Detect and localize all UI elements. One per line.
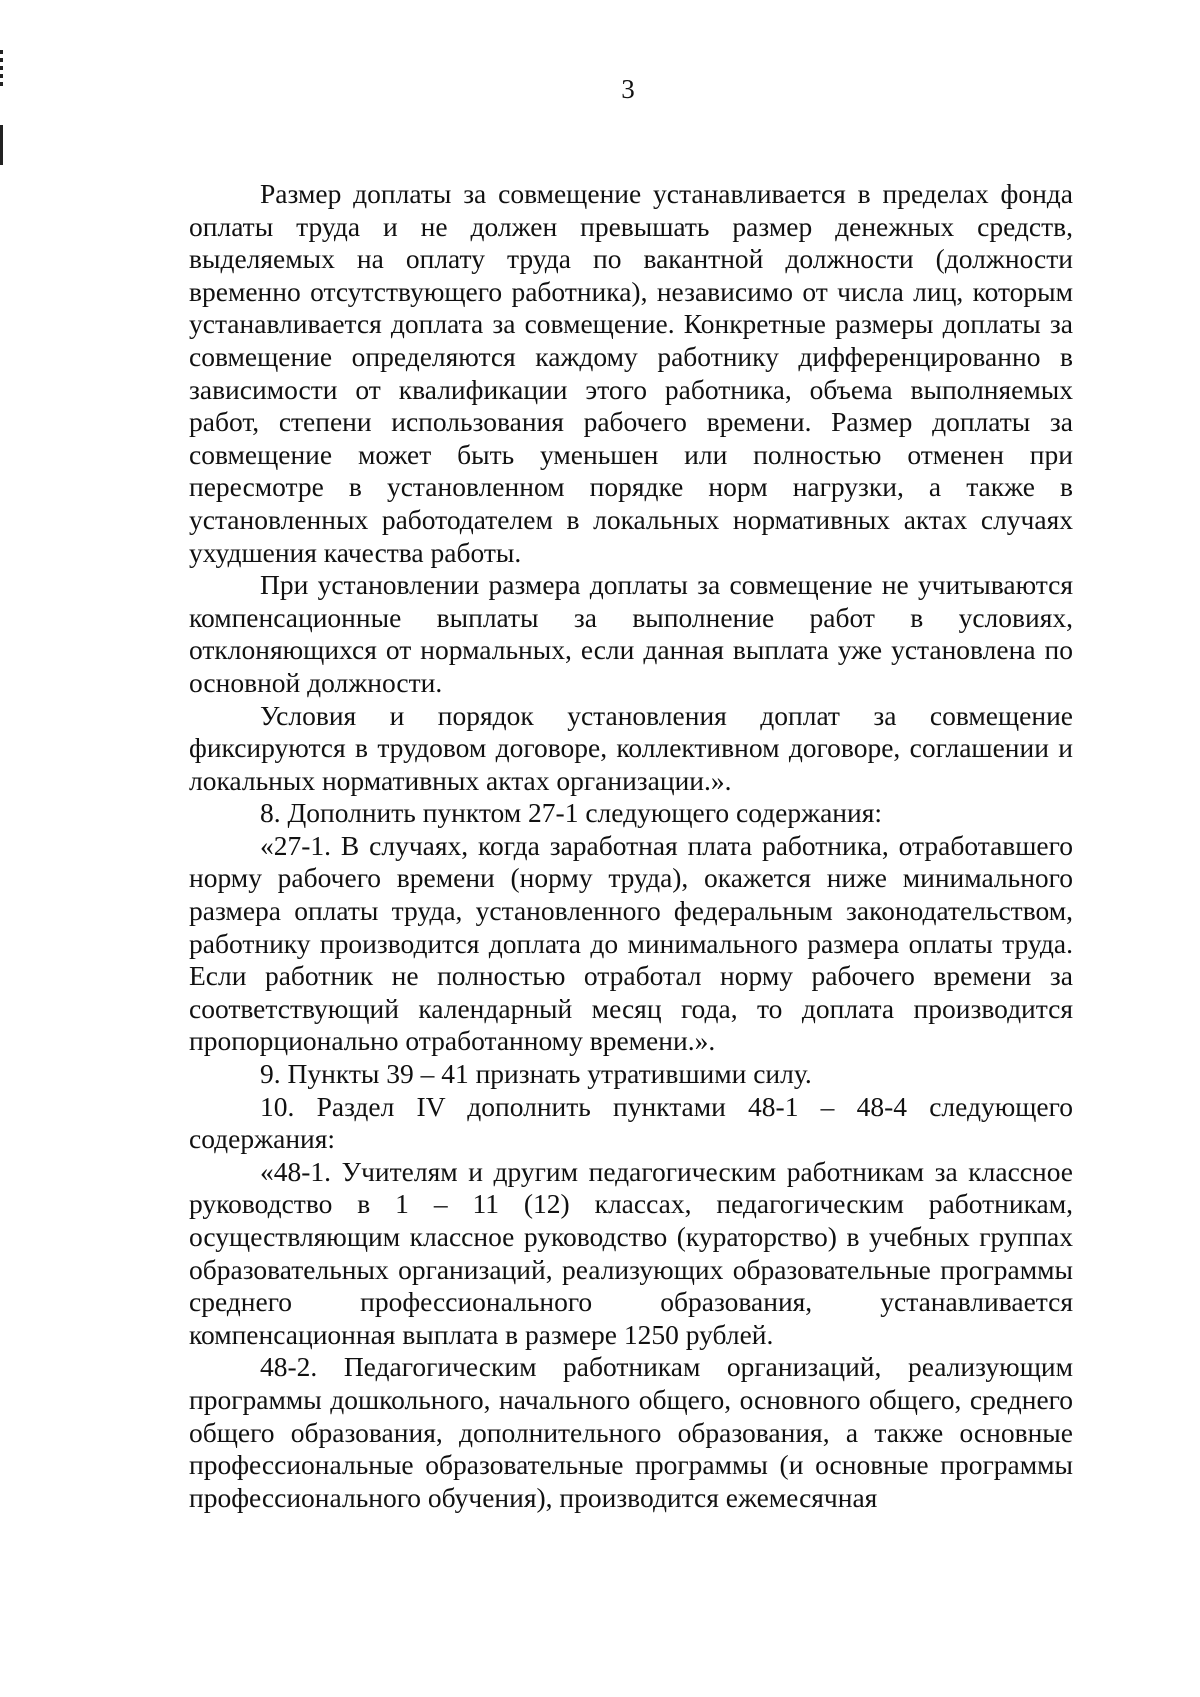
paragraph-item-8: 8. Дополнить пунктом 27-1 следующего содержания: bbox=[260, 797, 883, 829]
paragraph-compensation-exclusion: При установлении размера доплаты за совмещение не учитываются компенсационные выплаты за выполнение работ в условиях, отклоняющихся от нормальных, если данная выплата уже установлена по основной должности. bbox=[189, 569, 1073, 698]
paragraph-item-48-2: 48-2. Педагогическим работникам организаций, реализующим программы дошкольного, начального общего, основного общего, среднего общего образования, дополнительного образования, а также основные профессиональные образовательные программы (и основные программы профессионального обучения), производится ежемесячная bbox=[189, 1351, 1073, 1513]
page-number: 3 bbox=[621, 74, 635, 104]
document-body bbox=[189, 178, 1073, 1514]
paragraph-item-27-1: «27-1. В случаях, когда заработная плата работника, отработавшего норму рабочего времени (норму труда), окажется ниже минимального размера оплаты труда, установленного федеральным законодательством, работнику производится доплата до минимального размера оплаты труда. Если работник не полностью отработал норму рабочего времени за соответствующий календарный месяц года, то доплата производится пропорционально отработанному времени.». bbox=[189, 829, 1073, 1057]
paragraph-item-9: 9. Пункты 39 – 41 признать утратившими силу. bbox=[260, 1058, 812, 1090]
paragraph-item-48-1: «48-1. Учителям и другим педагогическим работникам за классное руководство в 1 – 11 (12) классах, педагогическим работникам, осуществляющим классное руководство (кураторство) в учебных группах образовательных организаций, реализующих образовательные программы среднего профессионального образования, устанавливается компенсационная выплата в размере 1250 рублей. bbox=[189, 1155, 1073, 1350]
scan-margin-bar bbox=[0, 125, 3, 165]
paragraph-combination-pay-size: Размер доплаты за совмещение устанавливается в пределах фонда оплаты труда и не должен превышать размер денежных средств, выделяемых на оплату труда по вакантной должности (должности временно отсутствующего работника), независимо от числа лиц, которым устанавливается доплата за совмещение. Конкретные размеры доплаты за совмещение определяются каждому работнику дифференцированно в зависимости от квалификации этого работника, объема выполняемых работ, степени использования рабочего времени. Размер доплаты за совмещение может быть уменьшен или полностью отменен при пересмотре в установленном порядке норм нагрузки, а также в установленных работодателем в локальных нормативных актах случаях ухудшения качества работы. bbox=[189, 178, 1073, 568]
paragraph-combination-conditions: Условия и порядок установления доплат за совмещение фиксируются в трудовом договоре, коллективном договоре, соглашении и локальных нормативных актах организации.». bbox=[189, 699, 1073, 796]
paragraph-item-10: 10. Раздел IV дополнить пунктами 48-1 – 48-4 следующего содержания: bbox=[189, 1090, 1073, 1155]
